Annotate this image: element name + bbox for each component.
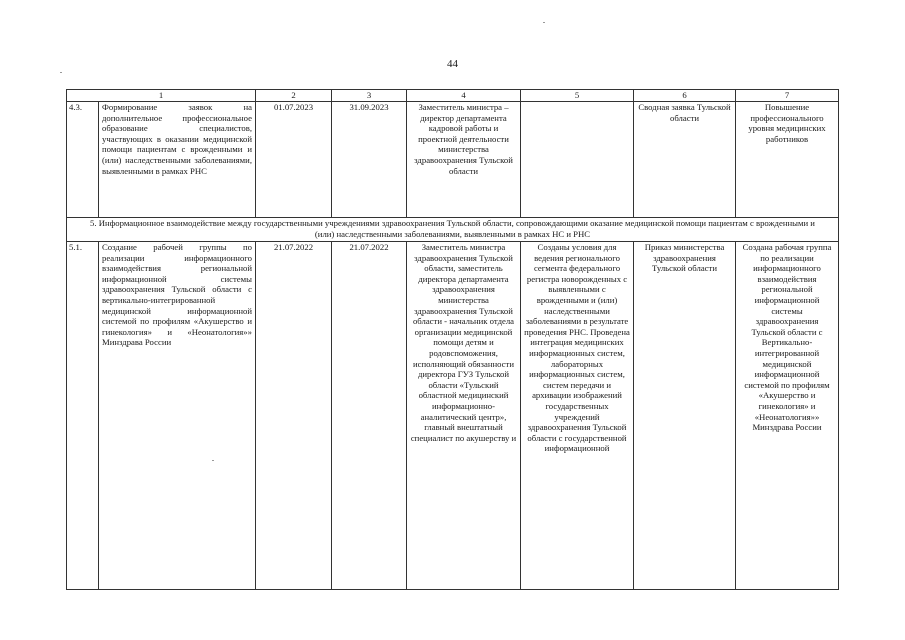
column-header: 7 [736,90,839,102]
column-header: 5 [521,90,634,102]
row-document: Приказ министерства здравоохранения Тульской области [634,242,736,590]
section-title: 5. Информационное взаимодействие между государственными учреждениями здравоохранения Тульской области, сопровождающими оказание медицинской помощи пациентам с врожденными и (или) наследственными заболеваниями, выявленными в рамках НС и РНС [67,218,839,242]
row-number: 5.1. [67,242,99,590]
column-header: 3 [332,90,407,102]
column-header: 6 [634,90,736,102]
row-document: Сводная заявка Тульской области [634,102,736,218]
table-row [67,242,839,590]
plan-table [66,89,839,590]
page-number: 44 [447,58,458,70]
row-number: 4.3. [67,102,99,218]
row-result: Созданы условия для ведения регионального сегмента федерального регистра новорожденных с выявленными с врожденными и (или) наследственными заболеваниями в результате проведения РНС. Проведена интеграция медицинских информационных систем, лабораторных информационных систем, систем передачи и архивации изображений государственных учреждений здравоохранения Тульской области с государственной информационной [521,242,634,590]
scan-speck [60,72,62,73]
column-header-row [67,90,839,102]
row-start-date: 21.07.2022 [256,242,332,590]
scan-speck [212,460,214,461]
row-activity: Создание рабочей группы по реализации информационного взаимодействия региональной информационной системы здравоохранения Тульской области с вертикально-интегрированной медицинской информационной системой по профилям «Акушерство и гинекология» и «Неонатология»» Минздрава России [99,242,256,590]
row-activity: Формирование заявок на дополнительное профессиональное образование специалистов, участвующих в оказании медицинской помощи пациентам с врожденными и (или) наследственными заболеваниями, выявленными в рамках РНС [99,102,256,218]
column-header: 2 [256,90,332,102]
row-start-date: 01.07.2023 [256,102,332,218]
column-header: 1 [67,90,256,102]
row-result [521,102,634,218]
row-end-date: 21.07.2022 [332,242,407,590]
row-effect: Повышение профессионального уровня медицинских работников [736,102,839,218]
row-responsible: Заместитель министра – директор департамента кадровой работы и проектной деятельности министерства здравоохранения Тульской области [407,102,521,218]
row-effect: Создана рабочая группа по реализации информационного взаимодействия региональной информационной системы здравоохранения Тульской области с Вертикально-интегрированной медицинской информационной системой по профилям «Акушерство и гинекология» и «Неонатология»» Минздрава России [736,242,839,590]
scan-speck [543,22,545,23]
section-row [67,218,839,242]
row-responsible: Заместитель министра здравоохранения Тульской области, заместитель директора департамента здравоохранения министерства здравоохранения Тульской области - начальник отдела организации медицинской помощи детям и родовспоможения, исполняющий обязанности директора ГУЗ Тульской области «Тульский областной медицинский информационно-аналитический центр», главный внештатный специалист по акушерству и [407,242,521,590]
table-row [67,102,839,218]
row-end-date: 31.09.2023 [332,102,407,218]
column-header: 4 [407,90,521,102]
